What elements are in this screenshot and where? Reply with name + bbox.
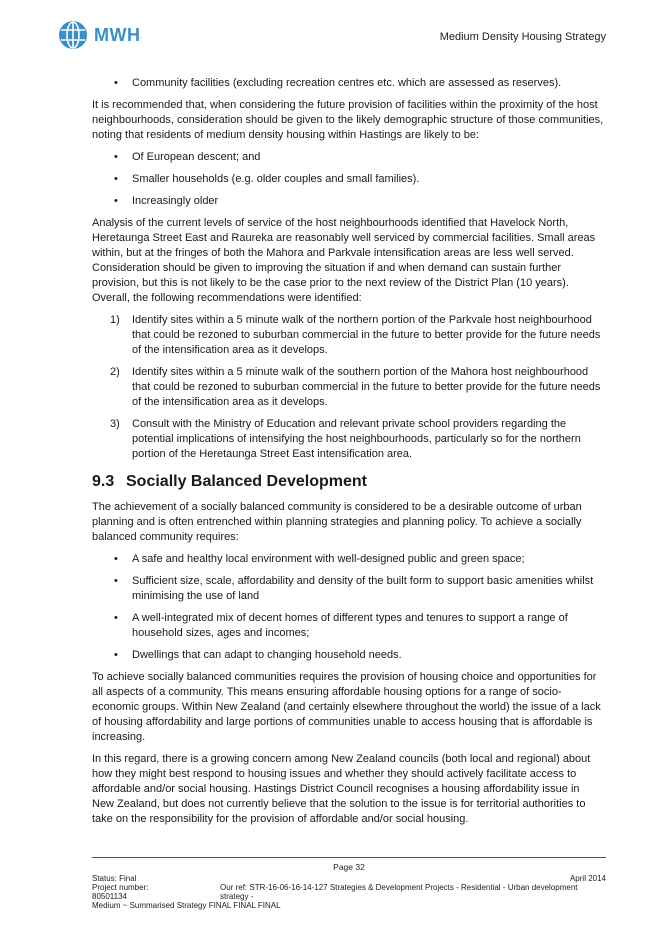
list-item-text: Identify sites within a 5 minute walk of the southern portion of the Mahora host neighbourhood that could be rezoned to suburban commercial in the future to better provide for the future needs of the intensification area as it develops. xyxy=(132,366,601,408)
section-number: 9.3 xyxy=(92,473,115,490)
list-item xyxy=(92,417,604,462)
project-number: Project number: 80501134 xyxy=(92,883,149,901)
section-title: Socially Balanced Development xyxy=(126,473,367,490)
paragraph: To achieve socially balanced communities requires the provision of housing choice and opportunities for all aspects of a community. This means ensuring affordable housing options for a range of socio-economic groups. Within New Zealand (and certainly elsewhere throughout the world) the issue of a lack of housing affordability and large portions of communities unable to access housing that is affordable is increasing. xyxy=(92,671,601,743)
list-number: 1) xyxy=(110,314,120,326)
list-item: • Smaller households (e.g. older couples and small families). xyxy=(92,172,604,187)
list-item: • Increasingly older xyxy=(92,194,604,209)
project-row xyxy=(92,883,606,901)
list-item-text: Consult with the Ministry of Education and relevant private school providers regarding the potential implications of intensifying the host neighbourhoods, particularly so for the northern portion of the Heretaunga Street East intensification area. xyxy=(132,418,581,460)
list-item xyxy=(92,313,604,358)
requirements-bullet-list xyxy=(92,552,604,663)
reference-continuation: Medium ~ Summarised Strategy FINAL FINAL FINAL xyxy=(92,901,281,910)
logo-mark: . xyxy=(140,30,143,40)
paragraph: In this regard, there is a growing concern among New Zealand councils (both local and regional) about how they might best respond to housing issues and whether they should actively facilitate access to affordable and/or social housing. Hastings District Council recognises a housing affordability issue in New Zealand, but does not currently believe that the solution to the issue is for territorial authorities to take on the responsibility for the provision of affordable and/or social housing. xyxy=(92,753,591,825)
list-item: • A well-integrated mix of decent homes of different types and tenures to support a range of household sizes, ages and incomes; xyxy=(92,611,604,641)
list-item: • Community facilities (excluding recreation centres etc. which are assessed as reserves). xyxy=(92,76,604,91)
status-text: Status: Final xyxy=(92,874,137,883)
footer-divider xyxy=(92,857,606,858)
list-item: • A safe and healthy local environment with well-designed public and green space; xyxy=(92,552,604,567)
page-header xyxy=(58,20,606,60)
recommendations-list xyxy=(92,313,604,462)
status-row xyxy=(92,874,606,883)
list-item: • Of European descent; and xyxy=(92,150,604,165)
mwh-logo xyxy=(58,20,143,50)
page-number: Page 32 xyxy=(333,862,365,872)
document-title: Medium Density Housing Strategy xyxy=(439,31,606,43)
list-item-text: Identify sites within a 5 minute walk of the northern portion of the Parkvale host neighbourhood that could be rezoned to suburban commercial in the future to better provide for the future needs of the intensification area as it develops. xyxy=(132,314,601,356)
list-item xyxy=(92,365,604,410)
list-item: • Sufficient size, scale, affordability and density of the built form to support basic amenities whilst minimising the use of land xyxy=(92,574,604,604)
section-heading xyxy=(92,472,604,492)
paragraph: Analysis of the current levels of service of the host neighbourhoods identified that Havelock North, Heretaunga Street East and Raureka are reasonably well serviced by commercial facilities. Small areas within, but at the fringes of both the Mahora and Parkvale intensification areas are less well served. Consideration should be given to improving the situation if and when demand can sustain further provision, but this is not likely to be the case prior to the next review of the District Plan (10 years). Overall, the following recommendations were identified: xyxy=(92,217,596,304)
logo-text: MWH xyxy=(94,24,141,45)
list-number: 2) xyxy=(110,366,120,378)
date-text: April 2014 xyxy=(569,874,606,883)
globe-icon xyxy=(58,20,88,50)
intro-bullet-list xyxy=(92,76,604,91)
paragraph: It is recommended that, when considering the future provision of facilities within the proximity of the host neighbourhoods, consideration should be given to the likely demographic structure of those communities, noting that residents of medium density housing within Hastings are likely to be: xyxy=(92,99,604,141)
demographic-bullet-list xyxy=(92,150,604,209)
page-footer xyxy=(92,857,606,910)
list-item: • Dwellings that can adapt to changing household needs. xyxy=(92,648,604,663)
page-content xyxy=(92,76,604,834)
list-number: 3) xyxy=(110,418,120,430)
reference-text: Our ref: STR-16-06-16-14-127 Strategies & Development Projects - Residential - Urban development strategy - xyxy=(220,883,578,901)
paragraph: The achievement of a socially balanced community is considered to be a desirable outcome of urban planning and is often entrenched within planning strategies and planning policy. To achieve a socially balanced community requires: xyxy=(92,501,582,543)
